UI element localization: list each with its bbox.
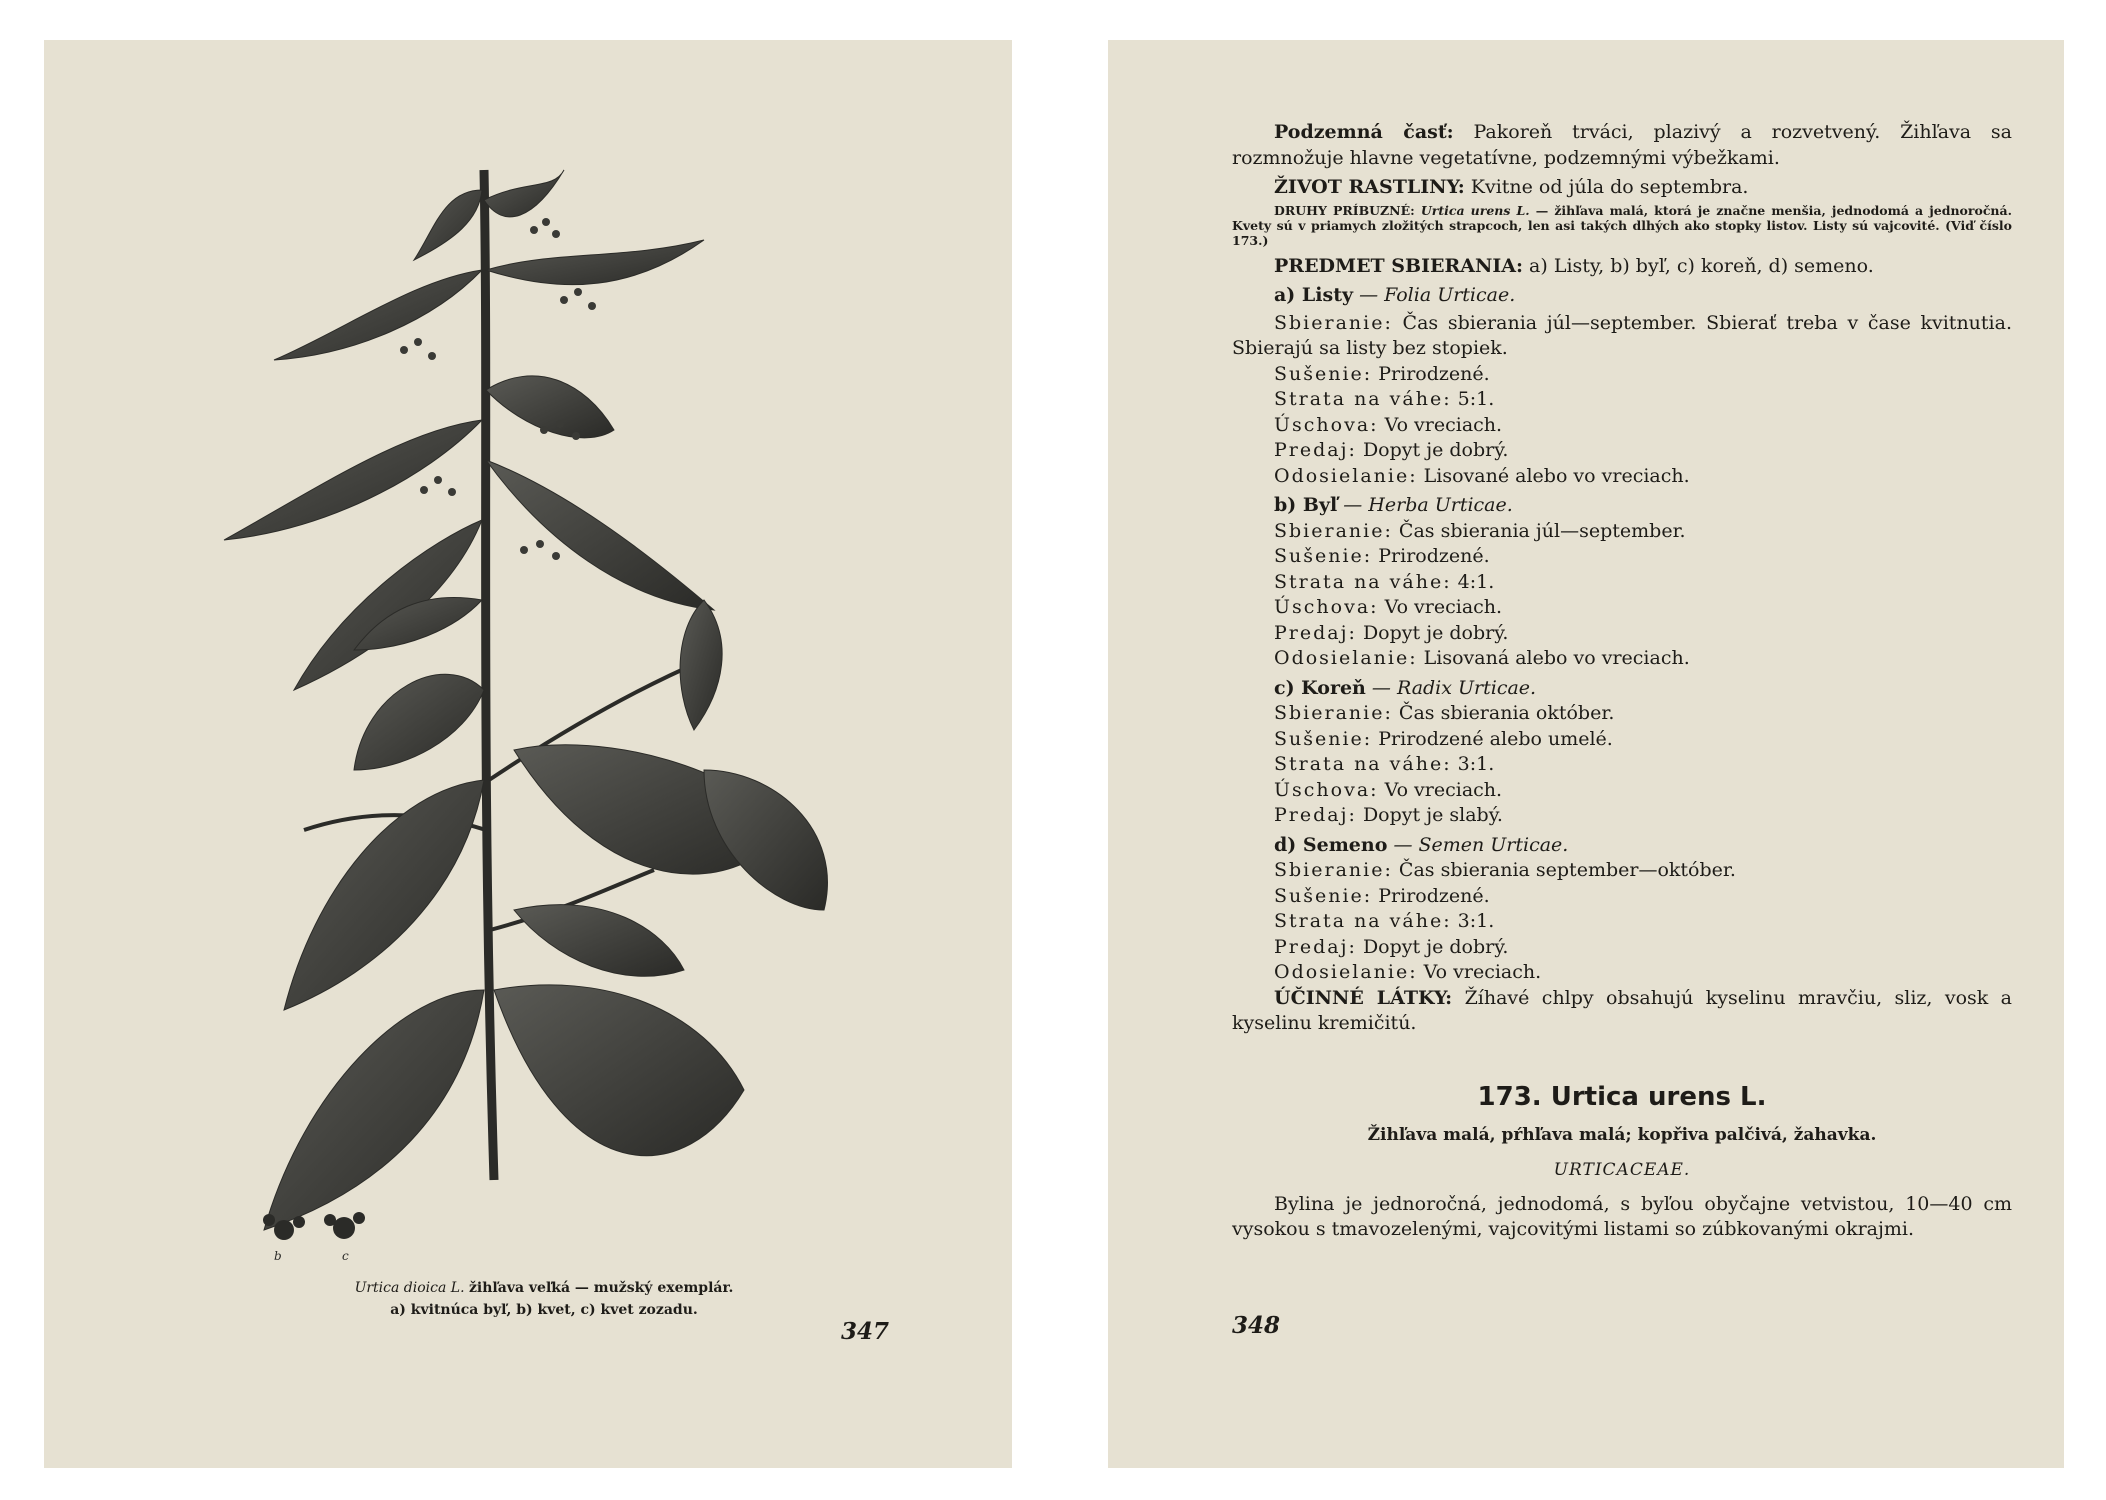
detail-label: Strata na váhe: [1274, 570, 1452, 593]
caption-text: žihľava veľká — mužský exemplár. [468, 1280, 734, 1296]
detail-label: Odosielanie: [1274, 464, 1418, 487]
detail-line [1274, 935, 2012, 961]
detail-line [1274, 413, 2012, 439]
page-number: 348 [1232, 1312, 1281, 1339]
detail-label: Strata na váhe: [1274, 753, 1452, 775]
detail-label: Predaj: [1274, 935, 1357, 958]
life-paragraph: ŽIVOT RASTLINY: Kvitne od júla do septembra. [1274, 176, 1749, 198]
detail-label: Odosielanie: [1274, 961, 1418, 983]
section-description: Bylina je jednoročná, jednodomá, s byľou obyčajne vetvistou, 10—40 cm vysokou s tmavozelenými, vajcovitými listami so zúbkovanými okrajmi. [1232, 1192, 2012, 1240]
detail-line [1274, 544, 2012, 570]
detail-value: Dopyt je dobrý. [1362, 935, 1509, 958]
section-common-names: Žihľava malá, pŕhľava malá; kopřiva palčivá, žahavka. [1367, 1124, 1877, 1145]
detail-value: Lisované alebo vo vreciach. [1423, 464, 1690, 487]
detail-line [1274, 646, 2012, 672]
right-page [1108, 40, 2064, 1468]
detail-label: Úschova: [1274, 413, 1379, 436]
detail-label: Strata na váhe: [1274, 910, 1452, 932]
detail-value: Prirodzené. [1378, 545, 1490, 567]
item-c-details [1232, 701, 2012, 829]
detail-line [1274, 884, 2012, 910]
detail-label: Sušenie: [1274, 362, 1373, 385]
related-species-paragraph: DRUHY PRÍBUZNÉ: Urtica urens L. — žihľava malá, ktorá je značne menšia, jednodomá a jednoročná. Kvety sú v priamych zložitých strapcoch, len asi takých dlhých ako stopky listov. Listy sú vajcovité. (Viď číslo 173.) [1232, 202, 2012, 248]
detail-line [1274, 438, 2012, 464]
detail-line [1274, 727, 2012, 753]
active-substances-paragraph: ÚČINNÉ LÁTKY: Žíhavé chlpy obsahujú kyselinu mravčiu, sliz, vosk a kyselinu kremičitú. [1232, 986, 2012, 1034]
nettle-illustration [184, 130, 874, 1310]
detail-value: 5:1. [1457, 388, 1495, 410]
detail-line [1274, 570, 2012, 596]
detail-label: Strata na váhe: [1274, 388, 1452, 410]
detail-line [1274, 621, 2012, 647]
collection-paragraph: PREDMET SBIERANIA: a) Listy, b) byľ, c) koreň, d) semeno. [1274, 254, 1874, 277]
detail-value: Vo vreciach. [1384, 596, 1503, 618]
section-family: URTICACEAE. [1553, 1160, 1691, 1180]
detail-line [1274, 778, 2012, 804]
detail-value: Lisovaná alebo vo vreciach. [1423, 647, 1690, 669]
item-d-heading: d) Semeno — Semen Urticae. [1274, 833, 1569, 856]
detail-line [1274, 752, 2012, 778]
detail-value: Čas sbierania júl—september. [1398, 519, 1686, 542]
item-a-sbieranie: Sbieranie: Čas sbierania júl—september. Sbierať treba v čase kvitnutia. Sbierajú sa listy bez stopiek. [1232, 311, 2012, 359]
detail-line [1274, 595, 2012, 621]
detail-label: Predaj: [1274, 621, 1357, 644]
detail-line [1274, 960, 2012, 986]
detail-label: Sušenie: [1274, 884, 1373, 907]
left-page [44, 40, 1012, 1468]
detail-value: Prirodzené. [1378, 884, 1490, 907]
detail-line [1274, 362, 2012, 388]
item-b-heading: b) Byľ — Herba Urticae. [1274, 494, 1513, 516]
detail-value: Prirodzené alebo umelé. [1378, 727, 1613, 750]
detail-value: Dopyt je dobrý. [1362, 439, 1509, 461]
page-number: 347 [841, 1318, 890, 1345]
page-text [1232, 120, 2012, 1243]
item-a-details [1232, 362, 2012, 490]
detail-value: Dopyt je dobrý. [1362, 621, 1509, 644]
figure-caption-line-1 [244, 1280, 844, 1296]
figure-caption-line-2: a) kvitnúca byľ, b) kvet, c) kvet zozadu. [390, 1302, 698, 1318]
item-d-details [1232, 858, 2012, 986]
detail-label: Sbieranie: [1274, 702, 1393, 724]
detail-value: Vo vreciach. [1384, 778, 1503, 801]
detail-line [1274, 701, 2012, 727]
detail-value: Prirodzené. [1378, 362, 1490, 385]
detail-value: Vo vreciach. [1384, 413, 1503, 436]
detail-label: Predaj: [1274, 804, 1357, 826]
caption-species: Urtica dioica L. [354, 1280, 465, 1296]
section-heading: 173. Urtica urens L. [1477, 1081, 1767, 1112]
detail-label: Sbieranie: [1274, 519, 1393, 542]
detail-line [1274, 803, 2012, 829]
detail-value: 3:1. [1457, 753, 1495, 775]
detail-label: Sušenie: [1274, 727, 1373, 750]
detail-label: Sušenie: [1274, 545, 1373, 567]
detail-label: Úschova: [1274, 596, 1379, 618]
detail-label: Úschova: [1274, 778, 1379, 801]
underground-paragraph: Podzemná časť: Pakoreň trváci, plazivý a rozvetvený. Žihľava sa rozmnožuje hlavne vegetatívne, podzemnými výbežkami. [1232, 121, 2013, 169]
detail-value: Čas sbierania október. [1398, 702, 1615, 724]
detail-line [1274, 909, 2012, 935]
detail-label: Sbieranie: [1274, 859, 1393, 881]
item-c-heading: c) Koreň — Radix Urticae. [1274, 676, 1537, 699]
detail-line [1274, 464, 2012, 490]
detail-value: 4:1. [1457, 570, 1495, 593]
detail-value: Dopyt je slabý. [1362, 804, 1503, 826]
item-a-heading: a) Listy — Folia Urticae. [1274, 284, 1516, 306]
detail-line [1274, 387, 2012, 413]
item-b-details [1232, 519, 2012, 672]
fig-label-c: c [342, 1249, 349, 1263]
detail-value: Vo vreciach. [1423, 961, 1542, 983]
detail-line [1274, 519, 2012, 545]
detail-value: 3:1. [1457, 910, 1495, 932]
detail-label: Predaj: [1274, 439, 1357, 461]
fig-label-b: b [274, 1249, 282, 1263]
detail-label: Odosielanie: [1274, 647, 1418, 669]
detail-value: Čas sbierania september—október. [1398, 859, 1736, 881]
detail-line [1274, 858, 2012, 884]
